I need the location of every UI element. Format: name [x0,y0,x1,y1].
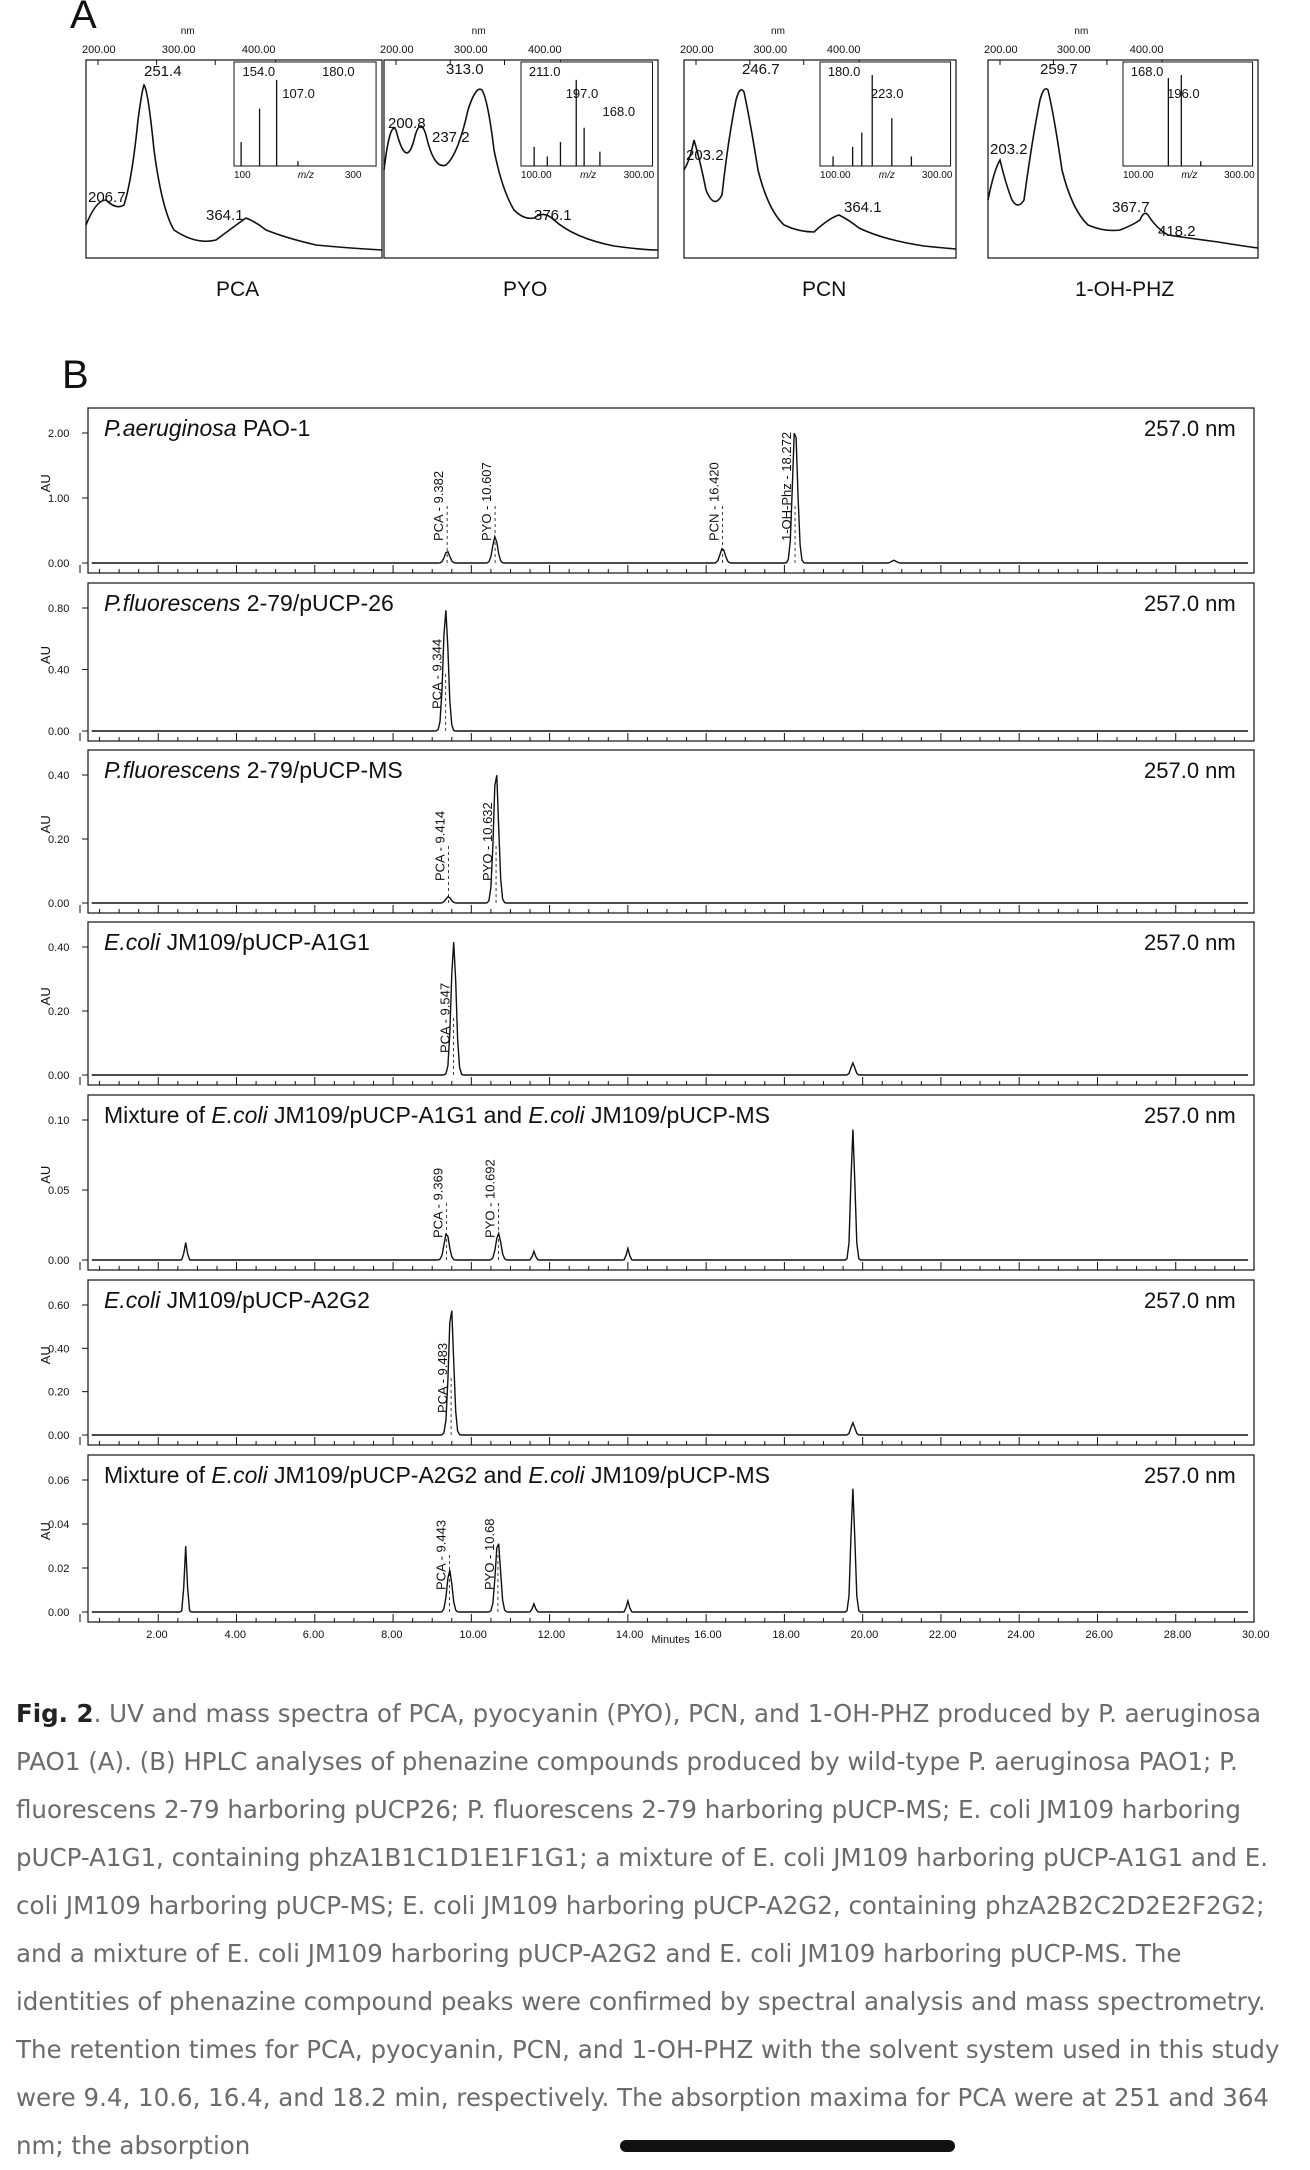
y-tick-label: 0.10 [48,1115,70,1127]
axis-tick-label: 400.00 [1129,44,1164,56]
y-tick-label: 0.20 [48,1006,70,1018]
y-tick-label: 2.00 [48,428,70,440]
y-tick-label: 0.40 [48,770,70,782]
x-tick-label: 24.00 [1007,1629,1035,1641]
y-tick-label: 0.40 [48,942,70,954]
inset-peak-label: 211.0 [528,64,561,79]
peak-label: PYO - 10.632 [480,802,496,881]
caption-text: . UV and mass spectra of PCA, pyocyanin (PYO), PCN, and 1-OH-PHZ produced by P. aeruginosa PAO1 (A). (B) HPLC analyses of phenazine compounds produced by wild-type P. aeruginosa PAO1; P. fluorescens 2-79 harboring pUCP26; P. fluorescens 2-79 harboring pUCP-MS; E. coli JM109 harboring pUCP-A1G1, containing phzA1B1C1D1E1F1G1; a mixture of E. coli JM109 harboring pUCP-A1G1 and E. coli JM109 harboring pUCP-MS; E. coli JM109 harboring pUCP-A2G2, containing phzA2B2C2D2E2F2G2; and a mixture of E. coli JM109 harboring pUCP-A2G2 and E. coli JM109 harboring pUCP-MS. The identities of phenazine compound peaks were confirmed by spectral analysis and mass spectrometry. The retention times for PCA, pyocyanin, PCN, and 1-OH-PHZ with the solvent system used in this study were 9.4, 10.6, 16.4, and 18.2 min, respectively. The absorption maxima for PCA were at 251 and 364 nm; the absorption [16,1699,1280,2160]
inset-peak-label: 154.0 [242,64,276,79]
axis-unit-nm: nm [180,26,195,37]
chromatogram-panel-1 [38,408,1254,573]
inset-peak-label: 223.0 [870,86,904,101]
inset-axis-label: m/z [580,170,597,181]
inset-axis-label: 100.00 [820,170,851,181]
peak-label: PCA - 9.344 [429,638,445,709]
chromatogram-panel-2 [38,583,1254,741]
inset-axis-label: m/z [297,170,315,181]
inset-peak-label: 197.0 [565,86,599,101]
uv-spectrum-pcn [680,26,956,301]
panel-title [104,590,394,616]
wavelength-label: 257.0 nm [1144,1103,1236,1128]
caption-fig-label: Fig. 2 [16,1699,94,1728]
uv-peak-label: 364.1 [844,199,882,216]
axis-tick-label: 400.00 [241,44,276,56]
axis-tick-label: 200.00 [680,44,714,56]
panel-title [104,415,310,441]
chromatogram-trace [92,1489,1248,1612]
axis-tick-label: 400.00 [826,44,861,56]
panel-title-part: JM109/pUCP-A2G2 [160,1287,370,1313]
y-tick-label: 0.60 [48,1300,70,1312]
x-tick-label: 22.00 [928,1629,957,1641]
inset-axis-label: 100.00 [1123,170,1154,181]
uv-peak-label: 200.8 [388,115,426,132]
inset-peak-label: 168.0 [602,104,636,119]
panel-title-part: E.coli [211,1462,268,1488]
chromatogram-trace [92,1311,1248,1435]
axis-tick-label: 300.00 [1056,44,1091,56]
y-tick-label: 0.04 [48,1519,70,1531]
y-tick-label: 0.00 [48,1070,70,1082]
chromatogram-trace [92,433,1248,563]
panel-title-part: E.coli [528,1462,585,1488]
y-tick-label: 0.00 [48,1607,70,1619]
inset-axis-label: 100.00 [521,170,552,181]
inset-peak-label: 180.0 [827,64,861,79]
uv-peak-label: 376.1 [534,207,572,224]
panel-title-part: E.coli [528,1102,585,1128]
inset-axis-label: 300.00 [1224,170,1255,181]
x-tick-label: 30.00 [1242,1629,1270,1641]
inset-peak-label: 196.0 [1167,86,1200,101]
x-tick-label: 26.00 [1085,1629,1113,1641]
panel-title [104,929,370,955]
y-tick-label: 0.00 [48,558,70,570]
chromatogram-trace [92,610,1248,731]
panel-title-part: PAO-1 [236,415,311,441]
axis-unit-nm: nm [471,26,486,37]
x-tick-label: 28.00 [1163,1629,1192,1641]
panel-b-letter: B [62,353,89,397]
inset-peak-label: 180.0 [322,64,355,79]
uv-peak-label: 203.2 [686,147,724,164]
uv-peak-label: 246.7 [742,61,780,78]
peak-label: PCA - 9.443 [433,1519,449,1590]
y-axis-label: AU [38,1346,53,1365]
inset-axis-label: m/z [878,170,895,181]
axis-tick-label: 200.00 [82,44,116,56]
y-axis-label: AU [38,474,53,493]
chromatogram-panel-6 [38,1280,1254,1445]
peak-label: PCA - 9.483 [435,1342,451,1413]
chromatogram-panel-4 [38,922,1254,1085]
chromatogram-panel-5 [38,1095,1254,1270]
peak-label: PCA - 9.382 [431,470,447,541]
panel-title-part: JM109/pUCP-MS [584,1462,770,1488]
y-tick-label: 0.00 [48,1255,70,1267]
figure-caption [16,1690,1291,2170]
axis-tick-label: 400.00 [527,44,562,56]
panel-title-part: P.fluorescens [104,757,241,783]
peak-label: PCA - 9.414 [432,810,448,881]
y-tick-label: 0.00 [48,898,70,910]
mass-spectrum-inset [1123,62,1255,181]
x-tick-label: 20.00 [850,1629,879,1641]
x-tick-label: 8.00 [381,1629,403,1641]
mass-spectrum-inset [521,62,655,181]
wavelength-label: 257.0 nm [1144,758,1236,783]
y-tick-label: 0.05 [48,1185,70,1197]
y-tick-label: 0.02 [48,1563,70,1575]
y-axis-label: AU [38,815,53,834]
peak-label: 1-OH-Phz - 18.272 [779,431,795,541]
uv-peak-label: 364.1 [206,207,244,224]
wavelength-label: 257.0 nm [1144,930,1236,955]
peak-label: PCA - 9.547 [437,982,453,1053]
axis-tick-label: 300.00 [453,44,488,56]
inset-axis-label: 100 [234,170,251,181]
uv-peak-label: 418.2 [1158,223,1196,240]
panel-title-part: JM109/pUCP-MS [584,1102,770,1128]
panel-title [104,1287,370,1313]
panel-title-part: E.coli [104,929,161,955]
panel-title-part: E.coli [211,1102,268,1128]
x-tick-label: 16.00 [694,1629,722,1641]
x-tick-label: 4.00 [224,1629,246,1641]
panel-title-part: P.fluorescens [104,590,241,616]
mass-spectrum-inset [234,62,376,181]
y-axis-label: AU [38,1522,53,1541]
panel-a-letter: A [70,0,97,37]
x-axis [146,1629,1269,1646]
uv-spectrum-1-oh-phz [984,26,1258,301]
uv-peak-label: 203.2 [990,141,1028,158]
inset-peak-label: 107.0 [282,86,315,101]
uv-peak-label: 259.7 [1040,61,1078,78]
chromatogram-trace [92,942,1248,1075]
inset-peak-label: 168.0 [1130,64,1164,79]
x-tick-label: 14.00 [615,1629,644,1641]
panel-title-part: JM109/pUCP-A1G1 [160,929,370,955]
wavelength-label: 257.0 nm [1144,416,1236,441]
x-tick-label: 10.00 [459,1629,487,1641]
x-axis-label: Minutes [651,1634,690,1646]
x-tick-label: 12.00 [537,1629,566,1641]
panel-title-part: E.coli [104,1287,161,1313]
uv-peak-label: 367.7 [1112,199,1150,216]
chromatogram-trace [92,1130,1248,1261]
y-tick-label: 0.00 [48,1430,70,1442]
y-axis-label: AU [38,646,53,665]
y-axis-label: AU [38,1165,53,1184]
chromatogram-panel-3 [38,750,1254,913]
panel-title [104,757,403,783]
x-tick-label: 6.00 [302,1629,325,1641]
peak-label: PYO - 10.692 [482,1159,498,1238]
mass-spectrum-inset [820,62,953,181]
y-tick-label: 0.80 [48,603,70,615]
peak-label: PCA - 9.369 [430,1167,446,1238]
peak-label: PCN - 16.420 [706,462,722,541]
panel-title-part: Mixture of [104,1102,212,1128]
panel-title-part: 2-79/pUCP-MS [240,757,403,783]
uv-peak-label: 251.4 [144,63,182,80]
spectrum-name: PCA [216,278,260,301]
y-tick-label: 0.20 [48,1386,70,1399]
axis-tick-label: 200.00 [380,44,414,56]
spectrum-name: PYO [503,278,548,301]
wavelength-label: 257.0 nm [1144,591,1236,616]
uv-spectrum-pca [82,26,382,301]
y-tick-label: 1.00 [48,493,70,505]
panel-title-part: JM109/pUCP-A2G2 and [267,1462,529,1488]
y-tick-label: 0.20 [48,834,70,846]
x-tick-label: 2.00 [146,1629,168,1641]
inset-axis-label: 300 [344,170,362,181]
axis-tick-label: 300.00 [161,44,196,56]
chromatogram-panel-7 [38,1455,1254,1622]
x-tick-label: 18.00 [772,1629,800,1641]
horizontal-scrollbar[interactable] [620,2140,955,2152]
y-tick-label: 0.06 [48,1475,70,1487]
panel-title-part: JM109/pUCP-A1G1 and [267,1102,529,1128]
inset-axis-label: 300.00 [921,170,953,181]
panel-title-part: 2-79/pUCP-26 [240,590,394,616]
inset-axis-label: m/z [1181,170,1198,181]
wavelength-label: 257.0 nm [1144,1288,1236,1313]
uv-peak-label: 206.7 [88,189,126,206]
panel-title-part: Mixture of [104,1462,212,1488]
y-tick-label: 0.00 [48,726,70,738]
uv-peak-label: 313.0 [446,61,484,78]
y-axis-label: AU [38,987,53,1006]
panel-title-part: P.aeruginosa [104,415,237,441]
peak-label: PYO - 10.68 [481,1518,497,1590]
chromatogram-trace [92,775,1248,903]
panel-title [104,1462,770,1488]
spectrum-name: PCN [802,278,847,301]
axis-unit-nm: nm [771,26,785,37]
wavelength-label: 257.0 nm [1144,1463,1236,1488]
inset-axis-label: 300.00 [623,170,655,181]
y-tick-label: 0.40 [48,664,70,677]
panel-title [104,1102,770,1128]
uv-spectrum-pyo [380,26,658,301]
spectrum-name: 1-OH-PHZ [1075,278,1175,301]
axis-tick-label: 200.00 [984,44,1018,56]
axis-tick-label: 300.00 [753,44,788,56]
axis-unit-nm: nm [1074,26,1089,37]
peak-label: PYO - 10.607 [479,462,495,541]
uv-peak-label: 237.2 [432,129,470,146]
y-tick-label: 0.40 [48,1343,70,1356]
